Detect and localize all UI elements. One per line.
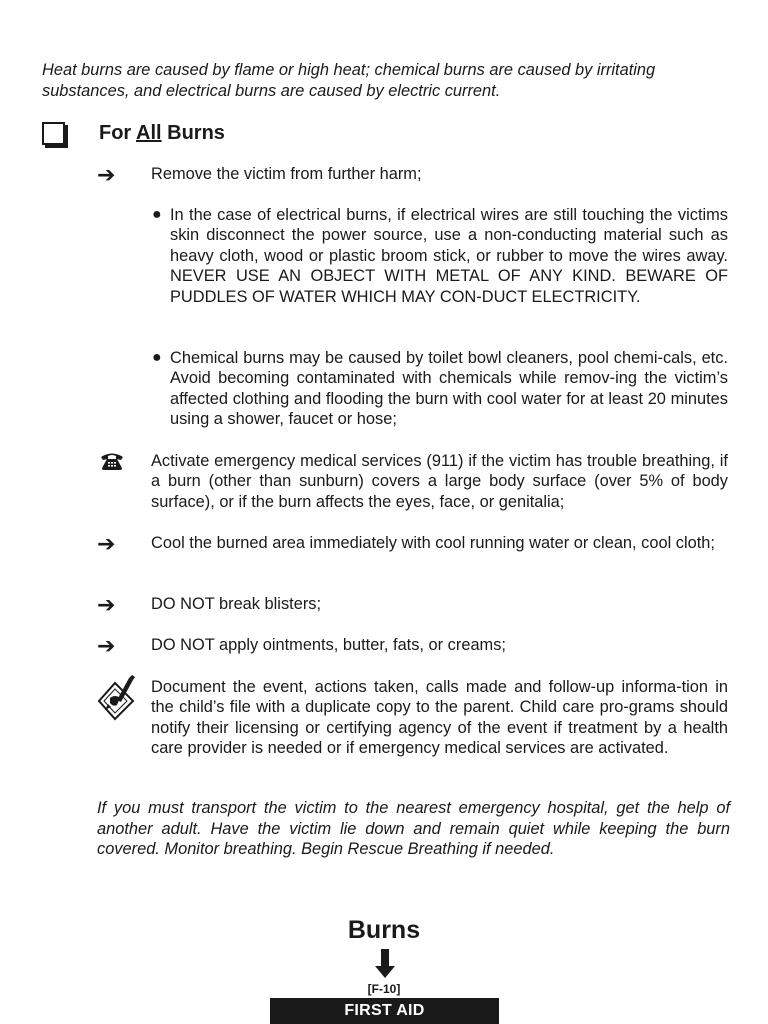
section-title-prefix: For <box>99 121 137 144</box>
footer-section-bar: FIRST AID <box>270 998 499 1024</box>
step-blisters-text: DO NOT break blisters; <box>151 595 322 613</box>
step-remove <box>95 162 728 187</box>
bullet-electrical <box>152 205 728 307</box>
step-ointments <box>95 633 728 658</box>
bullet-chemical <box>152 348 728 430</box>
step-document-text: Document the event, actions taken, calls made and follow-up informa-tion in the child’s file with a duplicate copy to the parent. Child care pro-grams should notify their licensing or certifying agency of the event if treatment by a health care provider is needed or if emergency medical services are activated. <box>151 678 728 758</box>
step-cool <box>95 531 728 556</box>
bullet-chemical-text: Chemical burns may be caused by toilet bowl cleaners, pool chemi-cals, etc. Avoid becoming contaminated with chemicals while remov-ing the victim’s affected clothing and flooding the burn with cool water for at least 20 minutes using a shower, faucet or hose; <box>170 349 728 429</box>
section-title <box>99 122 225 145</box>
bullet-electrical-text: In the case of electrical burns, if electrical wires are still touching the victims skin disconnect the power source, use a non-conducting material such as heavy cloth, wood or plastic broom stick, or rubber to move the wires away. NEVER USE AN OBJECT WITH METAL OF ANY KIND. BEWARE OF PUDDLES OF WATER WHICH MAY CON-DUCT ELECTRICITY. <box>170 206 728 306</box>
arrow-right-icon: ➔ <box>97 592 116 617</box>
step-ointments-text: DO NOT apply ointments, butter, fats, or creams; <box>151 636 506 654</box>
footer-title: Burns <box>347 916 421 944</box>
section-title-emphasis: All <box>136 121 162 144</box>
section-title-suffix: Burns <box>161 121 225 144</box>
bullet-dot-icon: ● <box>152 206 162 223</box>
arrow-right-icon: ➔ <box>97 162 116 187</box>
step-document <box>95 677 728 759</box>
footer-code: [F-10] <box>367 982 401 996</box>
document-pen-icon <box>95 674 139 724</box>
step-cool-text: Cool the burned area immediately with cool running water or clean, cool cloth; <box>151 534 715 552</box>
step-activate-ems <box>95 451 728 512</box>
bullet-dot-icon: ● <box>152 349 162 366</box>
step-activate-ems-text: Activate emergency medical services (911) if the victim has trouble breathing, if a burn (other than sunburn) covers a large body surface (over 5% of body surface), or if the burn affects the eyes, face, or genitalia; <box>151 452 728 511</box>
arrow-down-icon <box>375 949 395 979</box>
step-remove-text: Remove the victim from further harm; <box>151 165 422 183</box>
section-heading <box>42 119 225 147</box>
intro-paragraph: Heat burns are caused by flame or high heat; chemical burns are caused by irritating substances, and electrical burns are caused by electric current. <box>42 61 656 100</box>
arrow-right-icon: ➔ <box>97 633 116 658</box>
step-blisters <box>95 592 728 617</box>
transport-note: If you must transport the victim to the nearest emergency hospital, get the help of another adult. Have the victim lie down and remain quiet while keeping the burn covered. Monitor breathing. Begin Rescue Breathing if needed. <box>97 799 730 858</box>
telephone-icon <box>99 451 125 471</box>
arrow-right-icon: ➔ <box>97 531 116 556</box>
checkbox-icon <box>42 122 65 145</box>
